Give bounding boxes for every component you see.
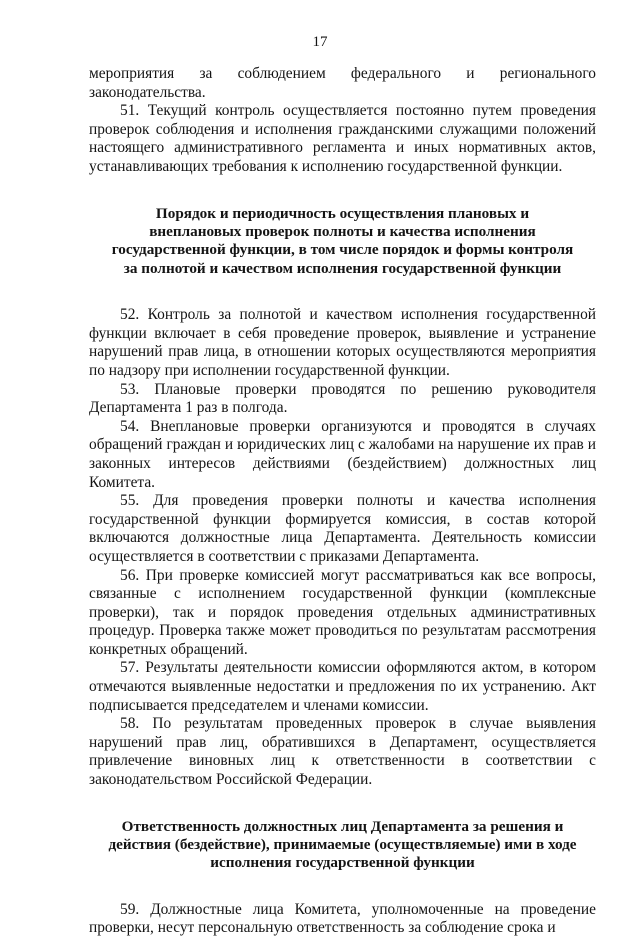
page-content xyxy=(89,65,596,938)
heading-line: Ответственность должностных лиц Департамента за решения и xyxy=(121,817,564,835)
heading-line: действия (бездействие), принимаемые (осуществляемые) ими в ходе xyxy=(108,836,577,854)
heading-line: внеплановых проверок полноты и качества исполнения xyxy=(149,222,536,240)
page-number: 17 xyxy=(312,34,328,50)
paragraph-51: 51. Текущий контроль осуществляется постоянно путем проведения проверок соблюдения и исполнения гражданскими служащими положений настоящего административного регламента и иных нормативных актов, устанавливающих требования к исполнению государственной функции. xyxy=(89,102,596,175)
paragraph-53: 53. Плановые проверки проводятся по решению руководителя Департамента 1 раз в полгода. xyxy=(89,380,596,417)
paragraph-52: 52. Контроль за полнотой и качеством исполнения государственной функции включает в себя проведение проверок, выявление и устранение нарушений прав лица, в отношении которых осуществляются мероприятия по надзору при исполнении государственной функции. xyxy=(89,306,596,379)
section-heading-inspections xyxy=(89,205,596,279)
paragraph-59: 59. Должностные лица Комитета, уполномоченные на проведение проверки, несут персональную ответственность за соблюдение срока и xyxy=(89,900,596,937)
heading-line: исполнения государственной функции xyxy=(210,854,475,872)
continuation-paragraph: мероприятия за соблюдением федерального и регионального законодательства. xyxy=(89,65,596,101)
heading-line: государственной функции, в том числе порядок и формы контроля xyxy=(111,241,574,259)
paragraph-55: 55. Для проведения проверки полноты и качества исполнения государственной функции формируется комиссия, в состав которой включаются должностные лица Департамента. Деятельность комиссии осуществляется в соответствии с приказами Департамента. xyxy=(89,492,596,565)
paragraph-56: 56. При проверке комиссией могут рассматриваться как все вопросы, связанные с исполнением государственной функции (комплексные проверки), так и порядок проведения отдельных административных процедур. Проверка также может проводиться по результатам рассмотрения конкретных обращений. xyxy=(89,566,596,658)
section-heading-responsibility xyxy=(89,818,596,873)
heading-line: за полнотой и качеством исполнения государственной функции xyxy=(123,259,562,277)
paragraph-57: 57. Результаты деятельности комиссии оформляются актом, в котором отмечаются выявленные недостатки и предложения по их устранению. Акт подписывается председателем и членами комиссии. xyxy=(89,659,596,714)
heading-line: Порядок и периодичность осуществления плановых и xyxy=(155,204,530,222)
paragraph-54: 54. Внеплановые проверки организуются и проводятся в случаях обращений граждан и юридических лиц с жалобами на нарушение их прав и законных интересов действиями (бездействием) должностных лиц Комитета. xyxy=(89,417,596,491)
paragraph-58: 58. По результатам проведенных проверок в случае выявления нарушений прав лиц, обратившихся в Департамент, осуществляется привлечение виновных лиц к ответственности в соответствии с законодательством Российской Федерации. xyxy=(89,715,596,789)
